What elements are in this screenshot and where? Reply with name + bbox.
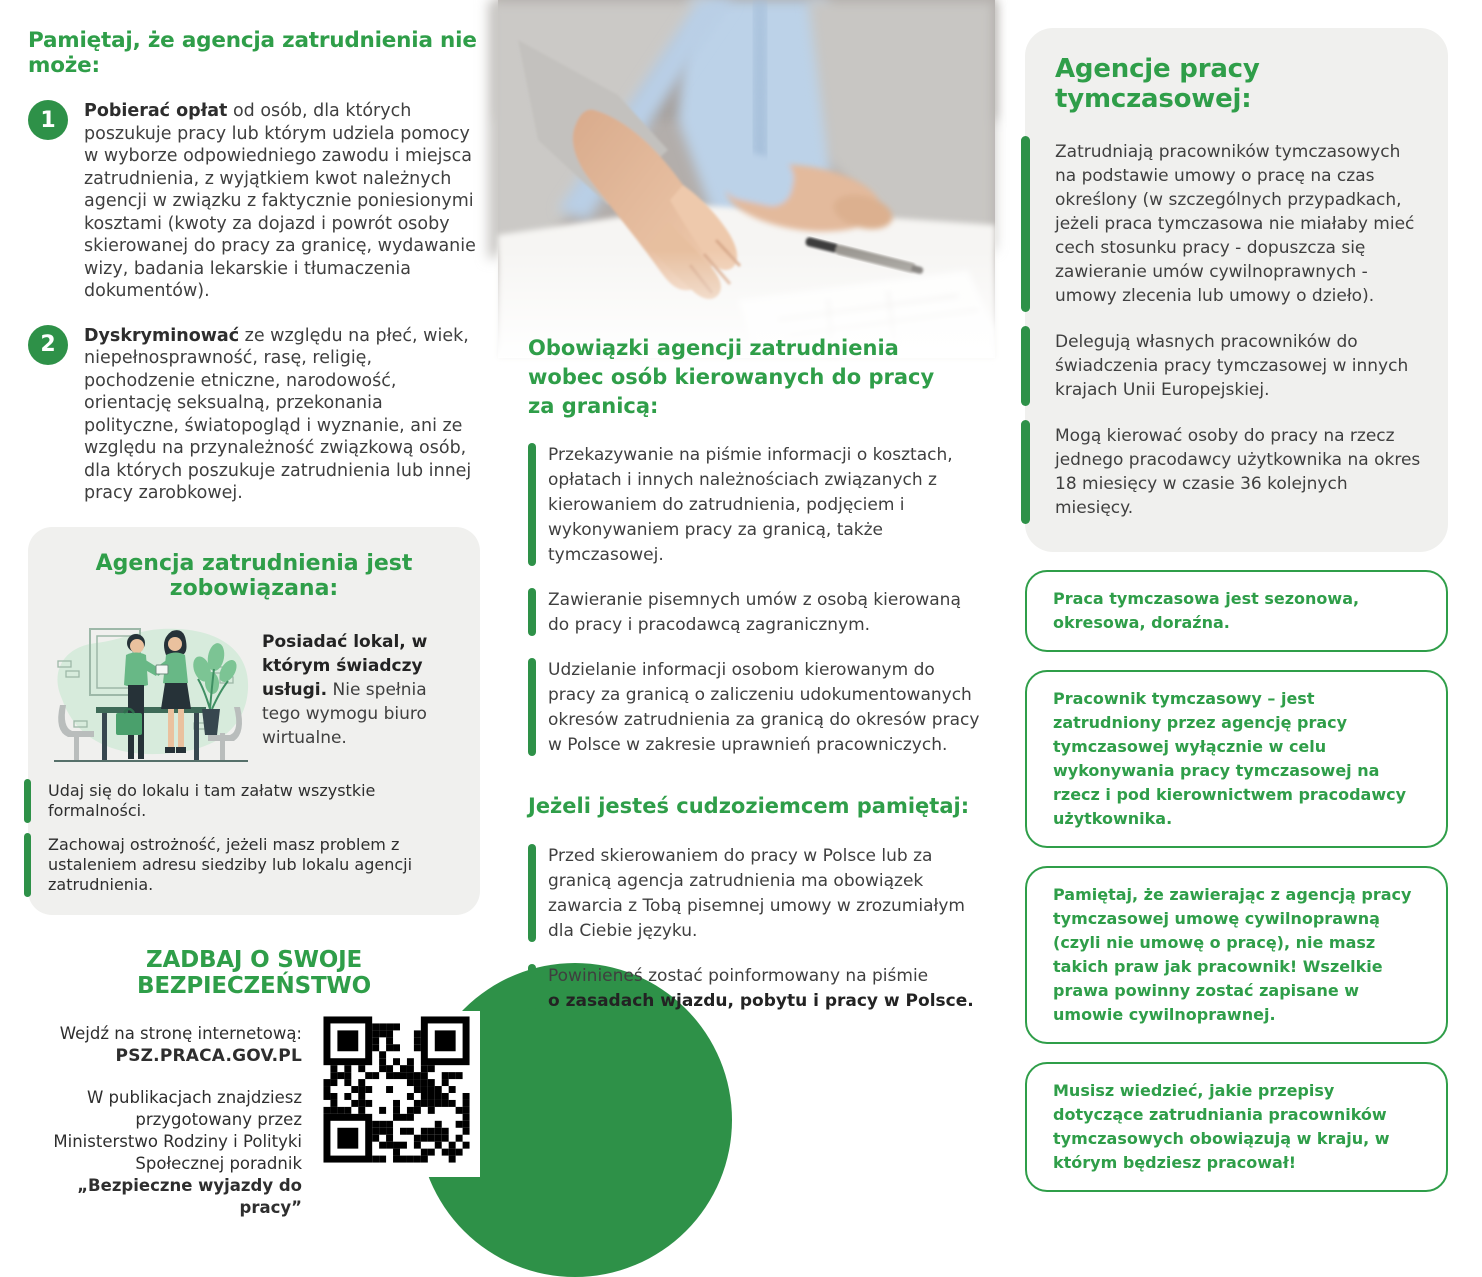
obligation-side-text [262,630,466,750]
callout-text-2: Pracownik tymczasowy – jest zatrudniony przez agencję pracy tymczasowej wyłącznie w celu wykonywania pracy tymczasowej na rzecz i pod kierownictwem pracodawcy użytkownika. [1053,689,1407,828]
right-column [1025,28,1448,1192]
footer-website: PSZ.PRACA.GOV.PL [115,1045,302,1066]
prohibition-text-2 [84,325,480,505]
duty-text-3: Udzielanie informacji osobom kierowanym do pracy za granicą o zaliczeniu udokumentowanych okresów zatrudnienia za granicą do okresów pracy w Polsce w zakresie uprawnień pracowniczych. [548,660,980,755]
obligation-note-text-1: Udaj się do lokalu i tam załatw wszystkie formalności. [48,780,376,820]
ritem-accent-bar [1021,420,1030,524]
temp-agency-text-1: Zatrudniają pracowników tymczasowych na podstawie umowy o pracę na czas określony (w szczególnych przypadkach, jeżeli praca tymczasowa nie miałaby mieć cech stosunku pracy - dopuszcza się zawieranie umów cywilnoprawnych - umowy zlecenia lub umowy o dzieło). [1055,142,1415,306]
callout-box-4 [1025,1062,1448,1192]
duty-text-1: Przekazywanie na piśmie informacji o kosztach, opłatach i innych należnościach związanych z kierowaniem do zatrudnienia, podjęciem i wykonywaniem pracy za granicą, także tymczasowej. [548,445,953,565]
duty-accent-bar [528,588,536,636]
duties-heading: Obowiązki agencji zatrudnienia wobec osób kierowanych do pracy za granicą: [528,336,935,418]
prohibition-item-2 [28,325,480,505]
obligation-note-1 [28,781,480,821]
foreigner-text-2-normal: Powinieneś zostać poinformowany na piśmie [548,966,929,986]
callout-text-4: Musisz wiedzieć, jakie przepisy dotyczące zatrudniania pracowników tymczasowych obowiązują w kraju, w którym będziesz pracował! [1053,1081,1390,1172]
temp-agency-item-3 [1055,424,1426,520]
obligation-note-2 [28,835,480,895]
temp-agency-item-1 [1055,140,1426,308]
ritem-accent-bar [1021,136,1030,312]
footer [28,1011,480,1219]
callout-text-3: Pamiętaj, że zawierając z agencją pracy tymczasowej umowę cywilnoprawną (czyli nie umowę o pracę), nie masz takich praw jak pracownik! Wszelkie prawa powinny zostać zapisane w umowie cywilnoprawnej. [1053,885,1412,1024]
prohibition-lead-2: Dyskryminować [84,325,240,346]
obligation-side-lead: Posiadać lokal, w którym świadczy usługi. [262,631,428,700]
temp-agency-heading: Agencje pracy tymczasowej: [1055,54,1260,114]
temp-agency-text-3: Mogą kierować osoby do pracy na rzecz jednego pracodawcy użytkownika na okres 18 miesięcy w czasie 36 kolejnych miesięcy. [1055,426,1421,518]
ritem-accent-bar [1021,326,1030,406]
obligation-note-text-2: Zachowaj ostrożność, jeżeli masz problem z ustaleniem adresu siedziby lub lokalu agencji zatrudnienia. [48,834,413,894]
foreigner-text-2-bold: o zasadach wjazdu, pobytu i pracy w Polsce. [548,991,974,1011]
obligation-row [28,613,480,767]
foreigner-item-2 [528,964,990,1014]
foreigner-heading: Jeżeli jesteś cudzoziemcem pamiętaj: [528,794,970,818]
number-badge-1: 1 [28,100,68,140]
prohibition-rest-2: ze względu na płeć, wiek, niepełnosprawność, rasę, religię, pochodzenie etniczne, narodowość, orientację seksualną, przekonania polityczne, światopogląd i wyznanie, ani ze względu na przynależność związkową osób, dla których poszukuje zatrudnienia lub innej pracy zarobkowej. [84,325,472,503]
temp-agency-text-2: Delegują własnych pracowników do świadczenia pracy tymczasowej w innych krajach Unii Europejskiej. [1055,332,1409,400]
duty-accent-bar [528,844,536,942]
foreigner-text-2 [548,964,986,1014]
number-badge-2: 2 [28,325,68,365]
callout-box-2 [1025,670,1448,848]
obligation-heading: Agencja zatrudnienia jest zobowiązana: [95,550,413,601]
duty-item-3 [528,658,990,758]
temp-agency-box [1025,28,1448,552]
note-accent-bar [24,833,31,897]
prohibition-lead-1: Pobierać opłat [84,101,228,121]
left-column [28,28,480,1219]
footer-text [28,1023,302,1219]
note-accent-bar [24,779,31,823]
prohibition-text-1 [84,100,480,303]
prohibitions-heading: Pamiętaj, że agencja zatrudnienia nie może: [28,28,477,78]
middle-column [528,334,990,1034]
callout-text-1: Praca tymczasowa jest sezonowa, okresowa, doraźna. [1053,589,1360,632]
duty-text-2: Zawieranie pisemnych umów z osobą kierowaną do pracy i pracodawcą zagranicznym. [548,590,961,635]
foreigner-text-1 [548,844,986,944]
obligation-side-rest: Nie spełnia tego wymogu biuro wirtualne. [262,679,427,748]
obligation-box [28,527,480,915]
qr-code [318,1011,480,1177]
foreigner-item-1 [528,844,990,944]
footer-publication-text: W publikacjach znajdziesz przygotowany przez Ministerstwo Rodziny i Polityki Społecznej poradnik [53,1087,302,1173]
duty-accent-bar [528,964,536,1012]
foreigner-text-1-normal: Przed skierowaniem do pracy w Polsce lub za granicą agencja zatrudnienia ma obowiązek zawarcia z Tobą pisemnej umowy w zrozumiałym dla Ciebie języku. [548,846,965,941]
duty-accent-bar [528,658,536,756]
temp-agency-item-2 [1055,330,1426,402]
safety-heading: ZADBAJ O SWOJE BEZPIECZEŃSTWO [137,946,371,999]
footer-publication-title: „Bezpieczne wyjazdy do pracy” [77,1175,302,1217]
prohibition-rest-1: od osób, dla których poszukuje pracy lub którym udziela pomocy w wyborze odpowiedniego zawodu i miejsca zatrudnienia, z wyjątkiem kwot należnych agencji w związku z faktycznie poniesionymi kosztami (kwoty za dojazd i powrót osoby skierowanej do pracy za granicę, wydawanie wizy, badania lekarskie i tłumaczenia dokumentów). [84,101,476,301]
callout-box-3 [1025,866,1448,1044]
footer-visit-line: Wejdź na stronę internetową: [59,1023,302,1043]
callout-box-1 [1025,570,1448,652]
prohibition-item-1 [28,100,480,303]
handshake-meeting-illustration [44,613,256,767]
handshake-offer-photo [498,0,995,358]
duty-item-2 [528,588,990,638]
duty-accent-bar [528,443,536,566]
duty-item-1 [528,443,990,568]
